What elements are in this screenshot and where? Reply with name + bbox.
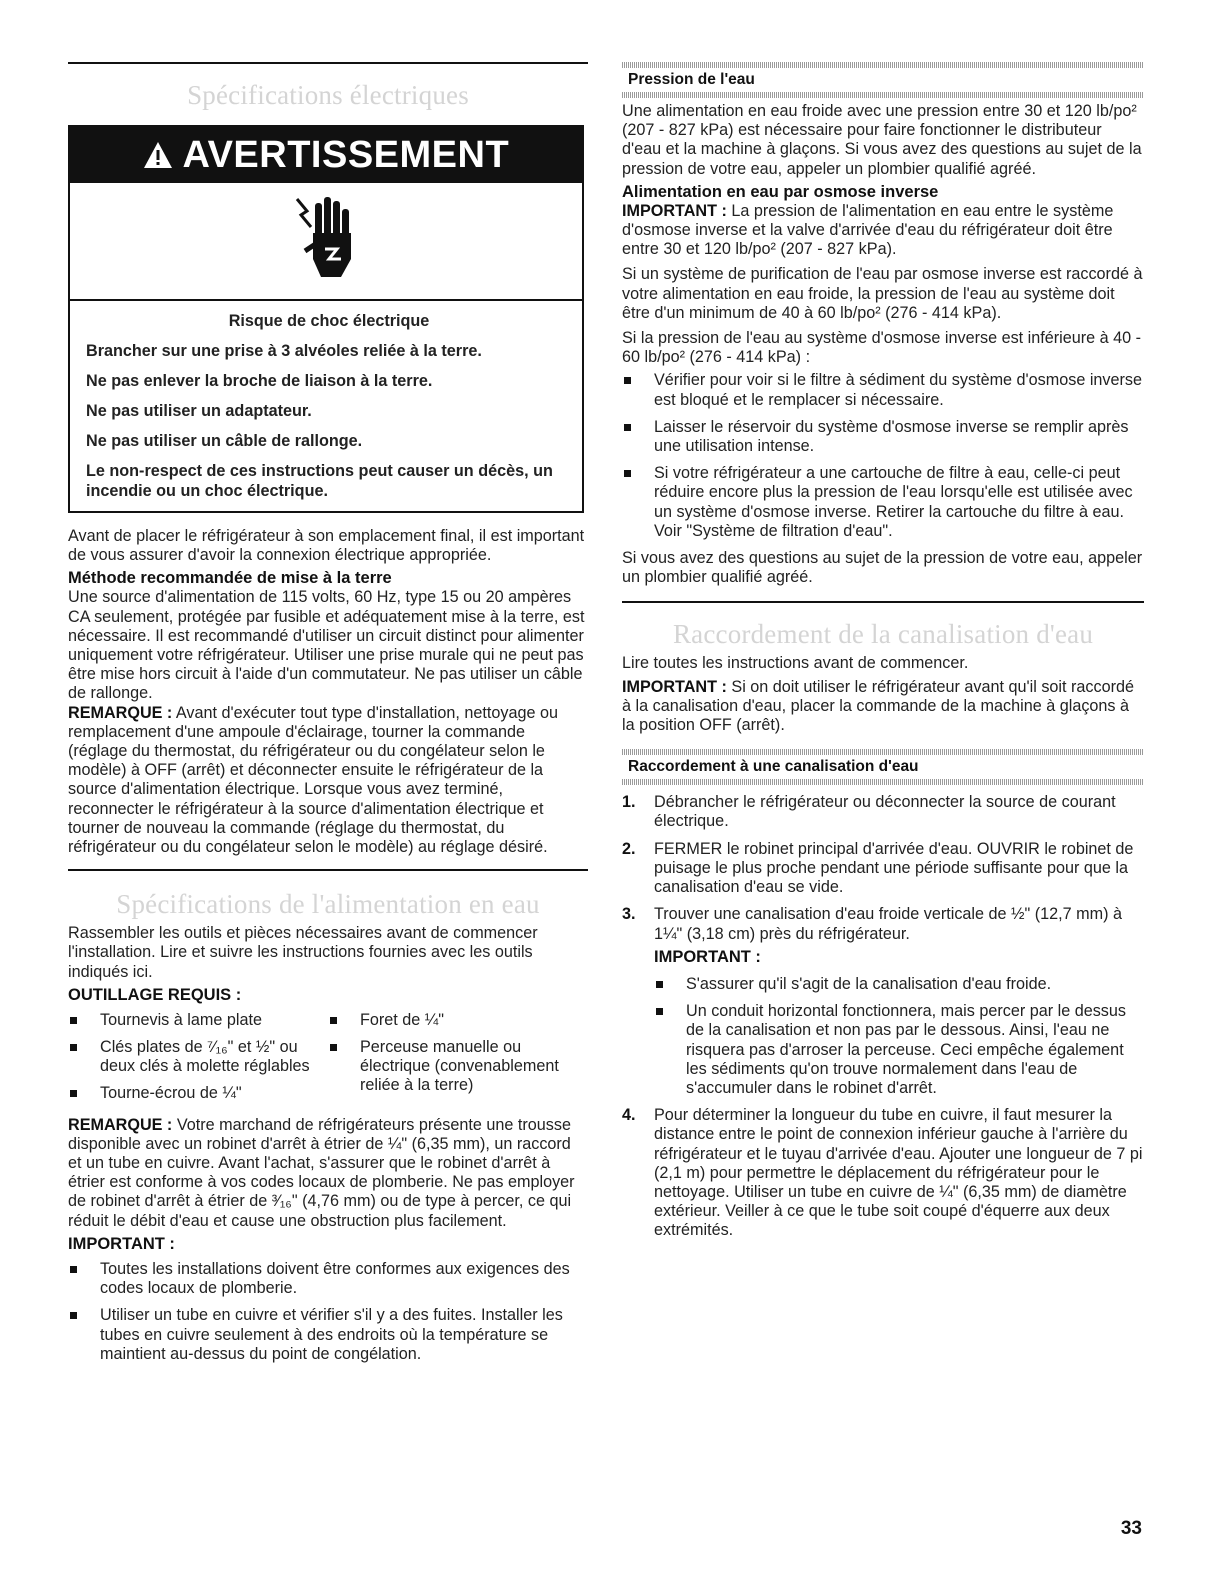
list-item: Foret de ¼" xyxy=(328,1011,588,1030)
step-item xyxy=(622,793,1144,831)
list-item: Tourne-écrou de ¼" xyxy=(68,1084,328,1103)
section-title-electrical: Spécifications électriques xyxy=(187,80,469,110)
grounding-heading: Méthode recommandée de mise à la terre xyxy=(68,569,392,588)
step3-important-heading: IMPORTANT : xyxy=(654,947,761,966)
step-text: Débrancher le réfrigérateur ou déconnecter la source de courant électrique. xyxy=(654,793,1116,831)
list-item: Tournevis à lame plate xyxy=(68,1011,328,1030)
osmosis-paragraph: Si la pression de l'eau au système d'osmose inverse est inférieure à 40 - 60 lb/po² (276 - 414 kPa) : xyxy=(622,329,1142,367)
warning-risk: Risque de choc électrique xyxy=(228,312,430,330)
tools-list-right xyxy=(328,1011,588,1112)
step-text: FERMER le robinet principal d'arrivée d'eau. OUVRIR le robinet de puisage le plus proche pendant une période suffisante pour que la canalisation d'eau se vide. xyxy=(654,839,1134,897)
warning-triangle-icon xyxy=(143,134,183,176)
remarque-text: Votre marchand de réfrigérateurs présente une trousse disponible avec un robinet d'arrêt à étrier de ¼" (6,35 mm), un raccord et un tube en cuivre. Avant l'achat, s'assurer que le robinet d'arrêt à étrier est conforme à vos codes locaux de plomberie. Ne pas employer de robinet d'arrêt à étrier de ³⁄₁₆" (4,76 mm) ou de type à percer, ce qui réduit le débit d'eau et cause une obstruction plus facilement. xyxy=(68,1115,575,1230)
warning-icon-area xyxy=(70,183,582,301)
warning-line: Le non-respect de ces instructions peut causer un décès, un incendie ou un choc électrique. xyxy=(86,462,553,500)
electric-shock-hand-icon xyxy=(291,193,361,290)
subsection-bar xyxy=(622,779,1144,785)
water-supply-intro: Rassembler les outils et pièces nécessaires avant de commencer l'installation. Lire et suivre les instructions fournies avec les outils indiqués ici. xyxy=(68,924,538,981)
grounding-text: Une source d'alimentation de 115 volts, 60 Hz, type 15 ou 20 ampères CA seulement, protégée par fusible et adéquatement mise à la terre, est nécessaire. Il est recommandé d'utiliser un circuit distinct pour alimenter uniquement votre réfrigérateur. Utiliser une prise murale qui ne peut pas être mise hors circuit à l'aide d'un commutateur. Ne pas utiliser un câble de rallonge. xyxy=(68,588,585,703)
step3-important-list xyxy=(654,975,1144,1098)
right-column xyxy=(622,62,1144,1249)
osmosis-important xyxy=(622,202,1144,260)
warning-header-text: AVERTISSEMENT xyxy=(182,134,510,176)
osmosis-heading: Alimentation en eau par osmose inverse xyxy=(622,182,939,201)
step-item xyxy=(622,905,1144,1098)
list-item: Vérifier pour voir si le filtre à sédiment du système d'osmose inverse est bloqué et le remplacer si nécessaire. xyxy=(622,371,1144,409)
warning-line: Ne pas utiliser un adaptateur. xyxy=(86,402,312,420)
water-line-important xyxy=(622,678,1144,736)
list-item: Toutes les installations doivent être conformes aux exigences des codes locaux de plomberie. xyxy=(68,1260,588,1298)
important-label: IMPORTANT : xyxy=(622,677,727,696)
step-number: 3. xyxy=(622,905,636,924)
osmosis-paragraph: Si un système de purification de l'eau par osmose inverse est raccordé à votre alimentation en eau froide, la pression de l'eau au système doit être d'un minimum de 40 à 60 lb/po² (276 - 414 kPa). xyxy=(622,265,1143,322)
remarque-electrical xyxy=(68,704,588,858)
important-text: Si on doit utiliser le réfrigérateur avant qu'il soit raccordé à la canalisation d'eau, placer la commande de la machine à glaçons à la position OFF (arrêt). xyxy=(622,677,1134,735)
important-list xyxy=(68,1260,588,1364)
remarque-label: REMARQUE : xyxy=(68,1115,173,1134)
important-label: IMPORTANT : xyxy=(622,201,727,220)
page-number: 33 xyxy=(1120,1518,1142,1539)
warning-line: Ne pas utiliser un câble de rallonge. xyxy=(86,432,363,450)
subsection-bar xyxy=(622,92,1144,98)
step-item xyxy=(622,1106,1144,1240)
list-item: Clés plates de ⁷⁄₁₆" et ½" ou deux clés à molette réglables xyxy=(68,1038,328,1076)
remarque-water xyxy=(68,1116,588,1231)
list-item: Utiliser un tube en cuivre et vérifier s'il y a des fuites. Installer les tubes en cuivre seulement à des endroits où la température se maintient au-dessus du point de congélation. xyxy=(68,1306,588,1364)
list-item: Perceuse manuelle ou électrique (convenablement reliée à la terre) xyxy=(328,1038,588,1096)
warning-box xyxy=(68,125,584,513)
electrical-intro: Avant de placer le réfrigérateur à son emplacement final, il est important de vous assurer d'avoir la connexion électrique appropriée. xyxy=(68,527,585,565)
step-number: 2. xyxy=(622,839,636,858)
connect-subtitle: Raccordement à une canalisation d'eau xyxy=(628,758,919,776)
list-item: Un conduit horizontal fonctionnera, mais percer par le dessus de la canalisation et non pas par le dessous. Ainsi, l'eau ne risquera pas d'arroser la perceuse. Ceci empêche également les sédiments qu'on trouve normalement dans l'eau de s'accumuler dans le robinet d'arrêt. xyxy=(654,1002,1144,1098)
step-item xyxy=(622,840,1144,898)
water-line-intro: Lire toutes les instructions avant de commencer. xyxy=(622,654,969,673)
step-text: Pour déterminer la longueur du tube en cuivre, il faut mesurer la distance entre le point de connexion inférieur gauche à l'arrière du réfrigérateur et le tuyau d'arrivée d'eau. Ajouter une longueur de 7 pi (2,1 m) pour permettre le déplacement du réfrigérateur pour le nettoyage. Utiliser un tube en cuivre de ¼" (6,35 mm) de diamètre extérieur. Veiller à ce que le tube soit coupé d'équerre aux deux extrémités. xyxy=(654,1106,1143,1240)
list-item: Laisser le réservoir du système d'osmose inverse se remplir après une utilisation intense. xyxy=(622,418,1144,456)
list-item: Si votre réfrigérateur a une cartouche de filtre à eau, celle-ci peut réduire encore plus la pression de l'eau lorsqu'elle est utilisée avec un système d'osmose inverse. Retirer la cartouche du filtre à eau. Voir "Système de filtration d'eau". xyxy=(622,464,1144,541)
warning-line: Brancher sur une prise à 3 alvéoles reliée à la terre. xyxy=(86,342,482,360)
tools-list xyxy=(68,1011,588,1112)
section-title-water-supply: Spécifications de l'alimentation en eau xyxy=(116,889,540,920)
list-item: S'assurer qu'il s'agit de la canalisation d'eau froide. xyxy=(654,975,1144,994)
step-number: 4. xyxy=(622,1106,636,1125)
remarque-label: REMARQUE : xyxy=(68,703,173,722)
osmosis-list xyxy=(622,371,1144,541)
tools-heading: OUTILLAGE REQUIS : xyxy=(68,985,242,1004)
important-text: La pression de l'alimentation en eau entre le système d'osmose inverse et la valve d'arrivée d'eau du réfrigérateur doit être entre 30 et 120 lb/po² (207 - 827 kPa). xyxy=(622,201,1114,259)
pressure-subtitle: Pression de l'eau xyxy=(628,71,755,88)
tools-list-left xyxy=(68,1011,328,1112)
remarque-text: Avant d'exécuter tout type d'installation, nettoyage ou remplacement d'une ampoule d'éclairage, tourner la commande (réglage du thermostat, du réfrigérateur ou du congélateur selon le modèle) à OFF (arrêt) et déconnecter ensuite le réfrigérateur de la source d'alimentation électrique. Lorsque vous avez terminé, reconnecter le réfrigérateur à la source d'alimentation électrique et tourner de nouveau la commande (réglage du thermostat, du réfrigérateur ou du congélateur selon le modèle) au réglage désiré. xyxy=(68,703,558,857)
step-number: 1. xyxy=(622,793,636,812)
left-column xyxy=(68,62,588,1372)
osmosis-paragraph: Si vous avez des questions au sujet de la pression de votre eau, appeler un plombier qualifié agréé. xyxy=(622,549,1143,587)
pressure-text: Une alimentation en eau froide avec une pression entre 30 et 120 lb/po² (207 - 827 kPa) est nécessaire pour faire fonctionner le distributeur d'eau et la machine à glaçons. Si vous avez des questions au sujet de la pression de votre eau, appeler un plombier qualifié agréé. xyxy=(622,102,1142,178)
warning-line: Ne pas enlever la broche de liaison à la terre. xyxy=(86,372,433,390)
section-title-water-line: Raccordement de la canalisation d'eau xyxy=(672,619,1094,650)
step-text: Trouver une canalisation d'eau froide verticale de ½" (12,7 mm) à 1¼" (3,18 cm) près du réfrigérateur. xyxy=(654,905,1123,943)
warning-header xyxy=(70,127,582,183)
important-heading: IMPORTANT : xyxy=(68,1234,175,1253)
warning-body xyxy=(70,301,582,511)
steps-list xyxy=(622,793,1144,1240)
